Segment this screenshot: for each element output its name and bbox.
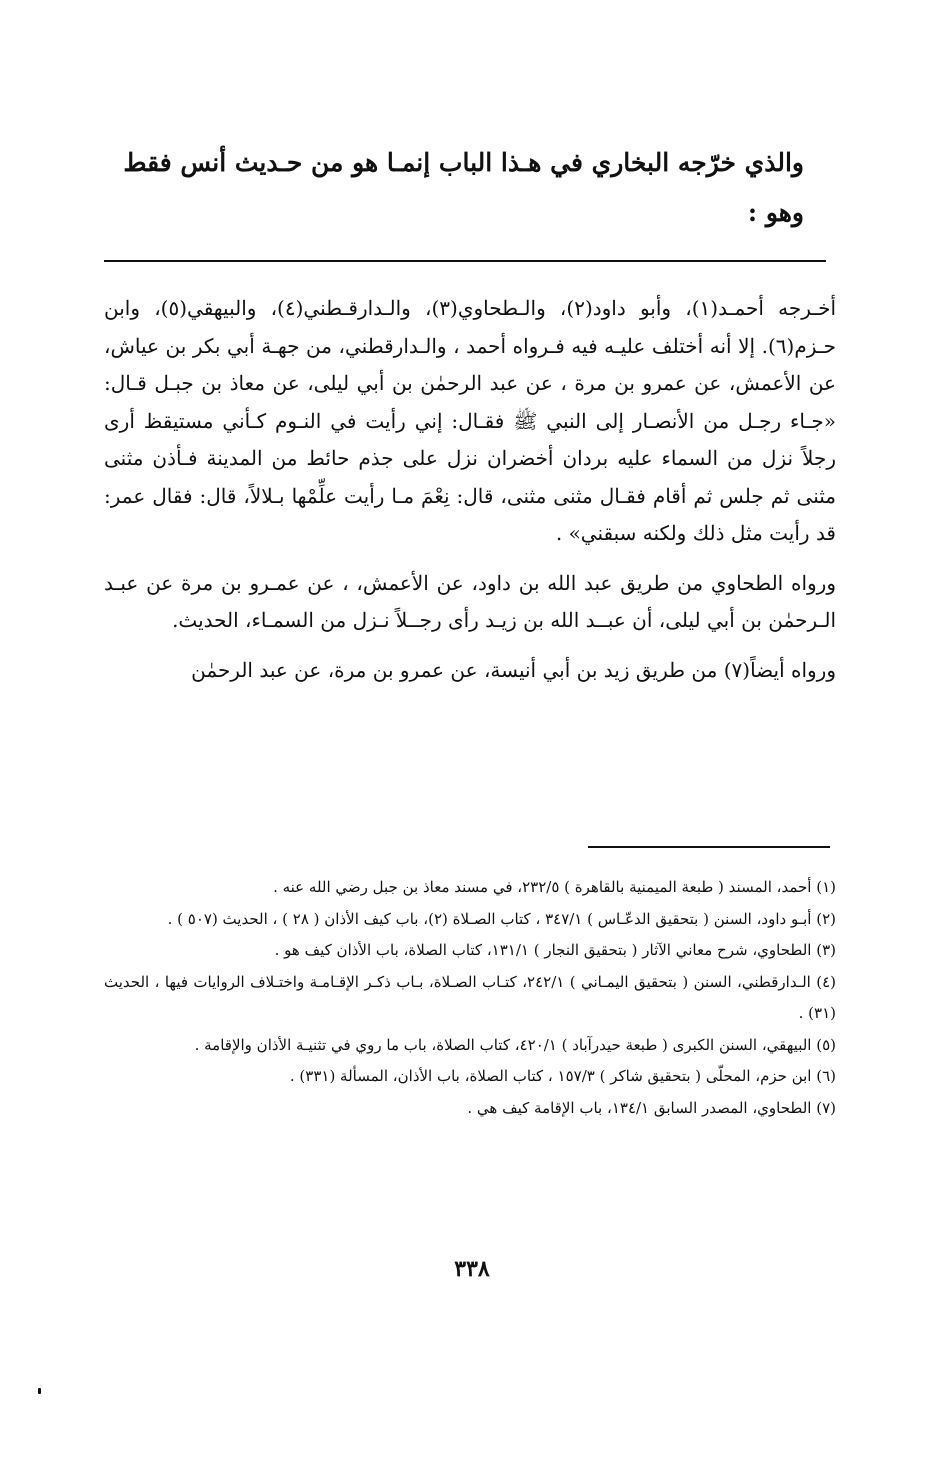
footnote-divider (588, 846, 830, 848)
footnote-1: (١) أحمد، المسند ( طبعة الميمنية بالقاهرة ) ٢٣٢/٥، في مسند معاذ بن جبل رضي الله عنه . (273, 878, 836, 896)
footnote-7: (٧) الطحاوي، المصدر السابق ١٣٤/١، باب الإقامة كيف هي . (467, 1098, 836, 1117)
body-text (104, 290, 836, 689)
footnote-4: (٤) الـدارقطني، السنن ( بتحقيق اليمـاني ) ٢٤٢/١، كتـاب الصـلاة، بـاب ذكـر الإقـامـة واختـلاف الروايات فيها ، الحديث (٣١) . (104, 972, 836, 1022)
footnote-3: (٣) الطحاوي، شرح معاني الآثار ( بتحقيق النجار ) ١٣١/١، كتاب الصلاة، باب الأذان كيف هو . (274, 941, 836, 959)
heading-line-1: والذي خرّجه البخاري في هـذا الباب إنمـا هو من حـديث أنس فقط (123, 148, 804, 177)
section-divider (104, 260, 826, 262)
paragraph-2: ورواه الطحاوي من طريق عبد الله بن داود، عن الأعمش، ، عن عمـرو بن مرة عن عبـد الـرحمٰن بن أبي ليلى، أن عبــد الله بن زيـد رأى رجــلاً نـزل من السمـاء، الحديث. (104, 570, 836, 632)
footnote-6: (٦) ابن حزم، المحلّى ( بتحقيق شاكر ) ١٥٧/٣ ، كتاب الصلاة، باب الأذان، المسألة (٣٣١) . (289, 1067, 836, 1085)
footnote-5: (٥) البيهقي، السنن الكبرى ( طبعة حيدرآباد ) ٤٢٠/١، كتاب الصلاة، باب ما روي في تثنيـة الأذان والإقامة . (194, 1035, 836, 1054)
heading-block (104, 138, 804, 238)
page-number: ٣٣٨ (454, 1256, 490, 1282)
paragraph-1: أخـرجه أحمـد(١)، وأبو داود(٢)، والـطحاوي(٣)، والـدارقـطني(٤)، والبيهقي(٥)، وابن حـزم(٦). إلا أنه أختلف عليـه فيه فـرواه أحمد ، والـدارقطني، من جهـة أبي بكر بن عياش، عن الأعمش، عن عمرو بن مرة ، عن عبد الرحمٰن بن أبي ليلى، عن معاذ بن جبـل قـال: «جـاء رجـل من الأنصـار إلى النبي ﷺ فقـال: إني رأيت في النـوم كـأني مستيقظ أرى رجلاً نزل من السماء عليه بردان أخضران نزل على جذم حائط من المدينة فـأذن مثنى مثنى ثم جلس ثم أقام فقـال مثنى مثنى، قال: نِعْمَ مـا رأيت علِّمْها بـلالاً، قال: فقال عمر: قد رأيت مثل ذلك ولكنه سبقني» . (104, 296, 837, 545)
paragraph-3: ورواه أيضاً(٧) من طريق زيد بن أبي أنيسة، عن عمرو بن مرة، عن عبد الرحمٰن (191, 657, 836, 682)
footnote-2: (٢) أبـو داود، السنن ( بتحقيق الدعّـاس ) ٣٤٧/١ ، كتاب الصـلاة (٢)، باب كيف الأذان ( ٢٨ ) ، الحديث (٥٠٧ ) . (167, 909, 836, 928)
heading-line-2: وهو : (747, 198, 804, 227)
footnotes (104, 872, 836, 1124)
scan-speck (38, 1388, 41, 1394)
